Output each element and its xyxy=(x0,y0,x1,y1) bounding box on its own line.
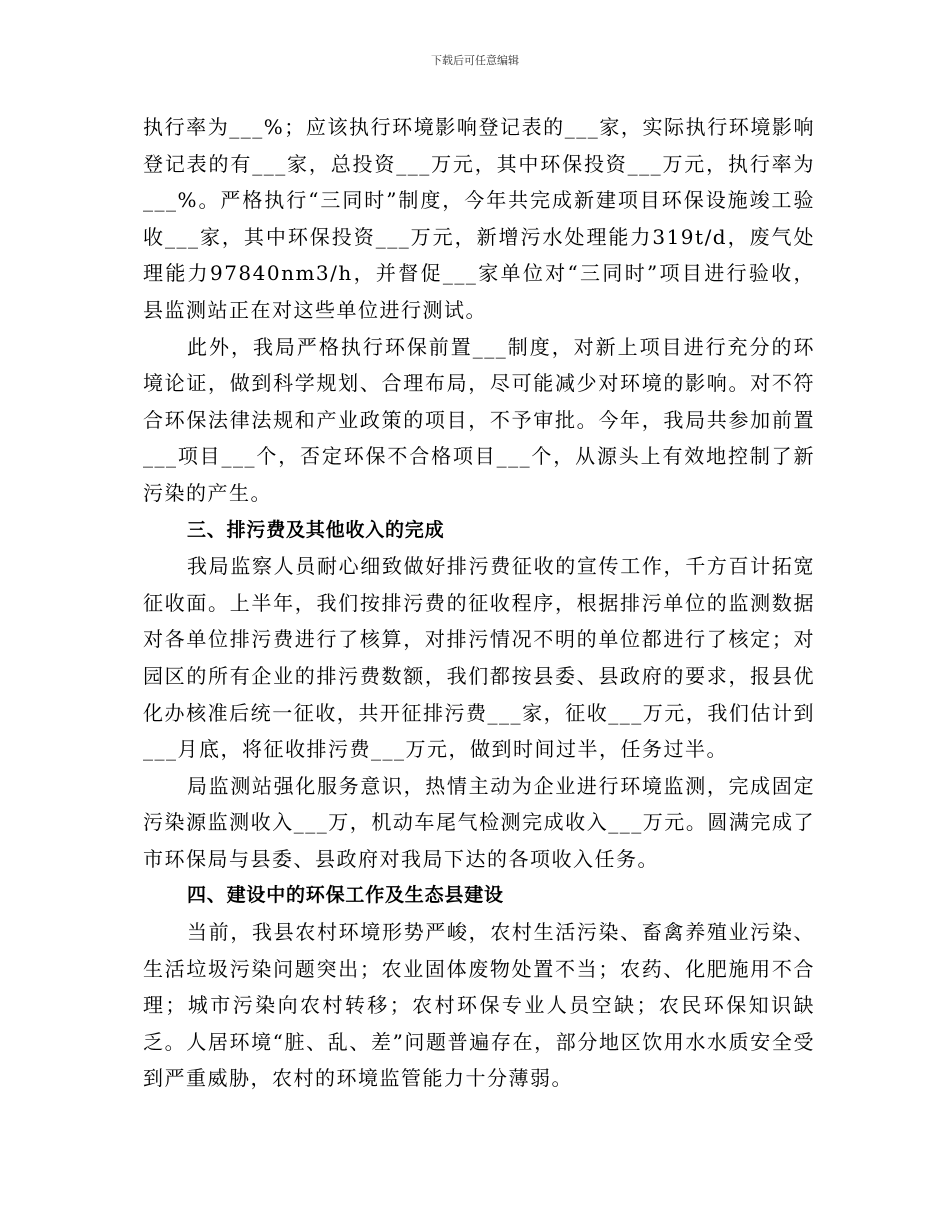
section-heading-ecology: 四、建设中的环保工作及生态县建设 xyxy=(187,884,504,907)
paragraph-rural-environment: 当前，我县农村环境形势严峻，农村生活污染、畜禽养殖业污染、生活垃圾污染问题突出；农业固体废物处置不当；农药、化肥施用不合理；城市污染向农村转移；农村环保专业人员空缺；农民环保知识缺乏。人居环境“脏、乱、差”问题普遍存在，部分地区饮用水水质安全受到严重威胁，农村的环境监管能力十分薄弱。 xyxy=(143,920,815,1091)
paragraph-pre-approval-system: 此外，我局严格执行环保前置___制度，对新上项目进行充分的环境论证，做到科学规划、合理布局，尽可能减少对环境的影响。对不符合环保法律法规和产业政策的项目，不予审批。今年，我局共参加前置___项目___个，否定环保不合格项目___个，从源头上有效地控制了新污染的产生。 xyxy=(143,334,815,505)
paragraph-monitoring-income: 局监测站强化服务意识，热情主动为企业进行环境监测，完成固定污染源监测收入___万，机动车尾气检测完成收入___万元。圆满完成了市环保局与县委、县政府对我局下达的各项收入任务。 xyxy=(143,773,815,871)
paragraph-project-approval: 执行率为___%；应该执行环境影响登记表的___家，实际执行环境影响登记表的有___家，总投资___万元，其中环保投资___万元，执行率为___%。严格执行“三同时”制度，今年共完成新建项目环保设施竣工验收___家，其中环保投资___万元，新增污水处理能力319t/d，废气处理能力97840nm3/h，并督促___家单位对“三同时”项目进行验收，县监测站正在对这些单位进行测试。 xyxy=(143,115,815,322)
page-header: 下载后可任意编辑 xyxy=(431,54,519,67)
section-heading-fees: 三、排污费及其他收入的完成 xyxy=(187,518,445,541)
paragraph-fee-collection: 我局监察人员耐心细致做好排污费征收的宣传工作，千方百计拓宽征收面。上半年，我们按排污费的征收程序，根据排污单位的监测数据对各单位排污费进行了核算，对排污情况不明的单位都进行了核定；对园区的所有企业的排污费数额，我们都按县委、县政府的要求，报县优化办核准后统一征收，共开征排污费___家，征收___万元，我们估计到___月底，将征收排污费___万元，做到时间过半，任务过半。 xyxy=(143,554,815,762)
document-body xyxy=(143,109,815,1097)
